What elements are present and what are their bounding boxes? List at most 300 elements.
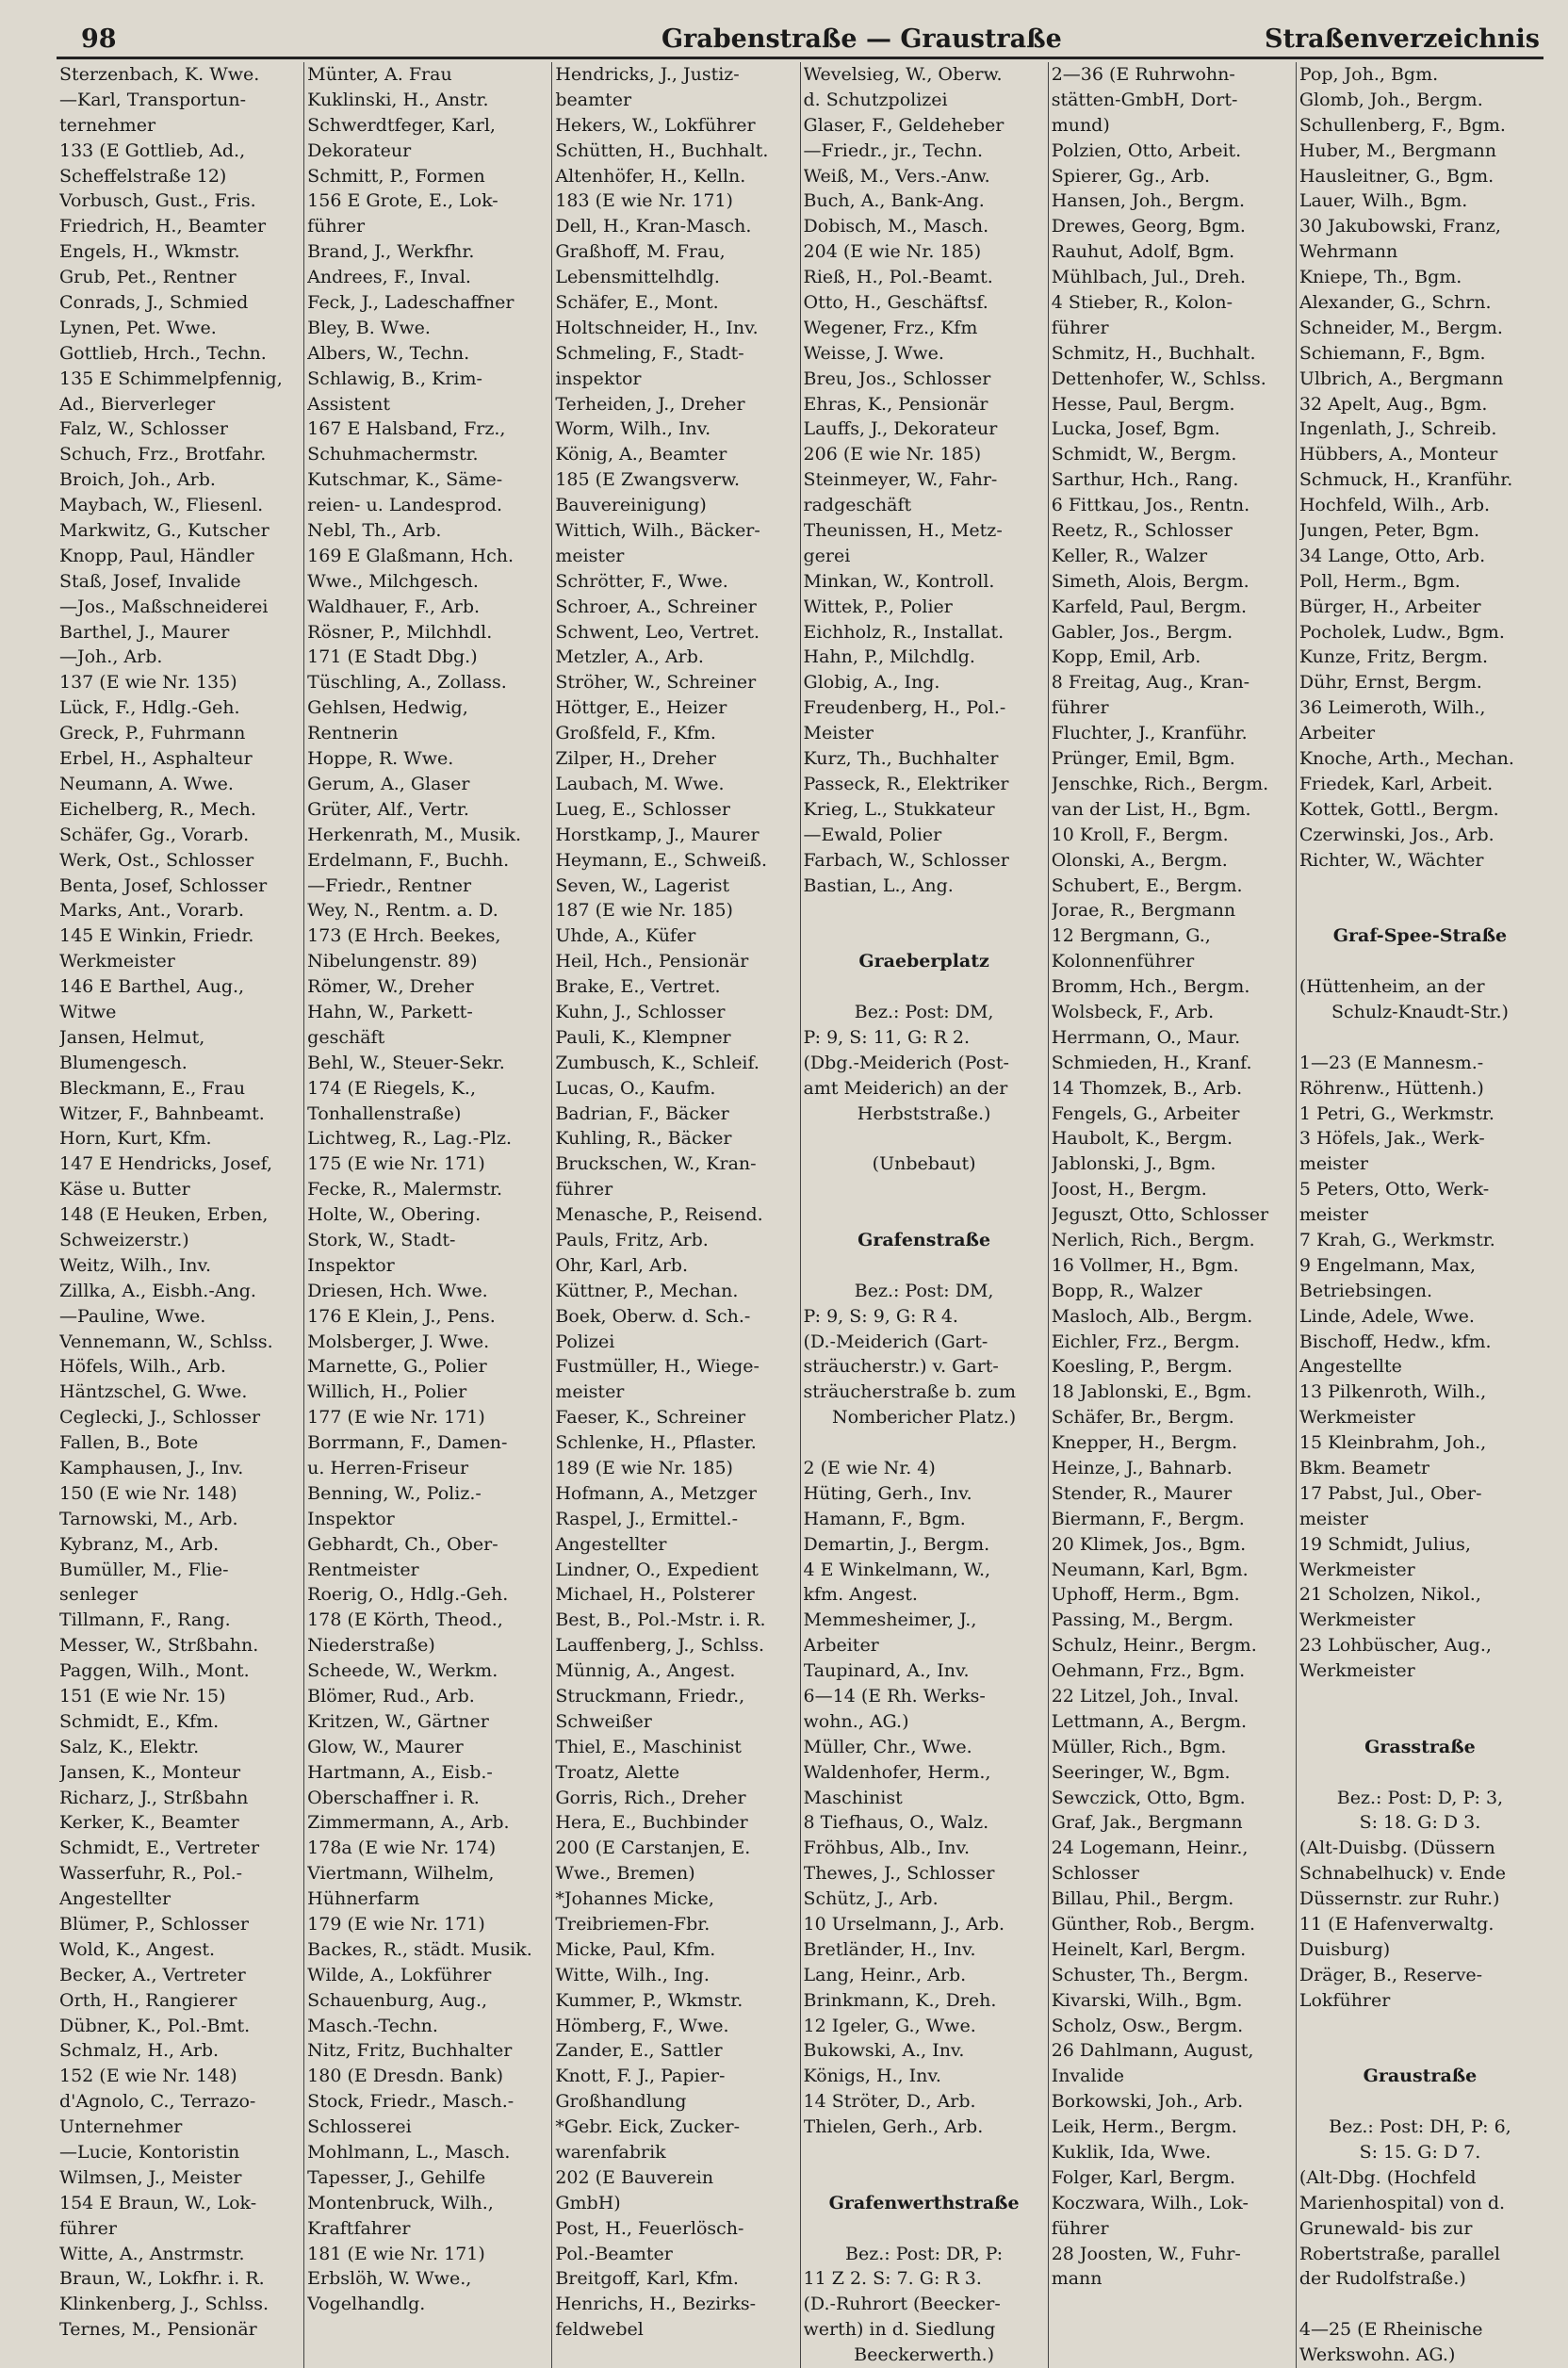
directory-entry: Lynen, Pet. Wwe. bbox=[59, 317, 217, 338]
directory-entry: Stock, Friedr., Masch.- bbox=[307, 2091, 514, 2113]
directory-entry: 181 (E wie Nr. 171) bbox=[307, 2243, 485, 2264]
directory-entry: Sterzenbach, K. Wwe. bbox=[59, 64, 260, 85]
directory-entry: Schmeling, F., Stadt- bbox=[555, 342, 744, 364]
directory-entry: Olonski, A., Bergm. bbox=[1051, 849, 1228, 871]
directory-entry: führer bbox=[1051, 317, 1109, 338]
directory-entry: meister bbox=[555, 545, 625, 566]
directory-entry: Bkm. Beametr bbox=[1298, 1457, 1429, 1478]
directory-entry: Ohr, Karl, Arb. bbox=[555, 1254, 688, 1276]
directory-entry: Schroer, A., Schreiner bbox=[555, 596, 757, 617]
directory-entry: Schäfer, E., Mont. bbox=[555, 292, 719, 314]
directory-entry: 11 Z 2. S: 7. G: R 3. bbox=[803, 2268, 982, 2290]
directory-entry: Mühlbach, Jul., Dreh. bbox=[1051, 267, 1247, 288]
directory-entry: Römer, W., Dreher bbox=[307, 976, 474, 998]
directory-entry: Schütz, J., Arb. bbox=[803, 1888, 939, 1910]
directory-entry: Wolsbeck, F., Arb. bbox=[1051, 1001, 1215, 1022]
directory-entry: Thewes, J., Schlosser bbox=[803, 1863, 995, 1885]
directory-entry: führer bbox=[1051, 2217, 1109, 2239]
directory-entry: Schwent, Leo, Vertret. bbox=[555, 621, 760, 643]
directory-entry: Schulz-Knaudt-Str.) bbox=[1331, 1001, 1509, 1022]
directory-entry: 178a (E wie Nr. 174) bbox=[307, 1837, 497, 1859]
directory-entry: 36 Leimeroth, Wilh., bbox=[1298, 697, 1486, 719]
directory-entry: meister bbox=[1298, 1508, 1368, 1529]
directory-entry: 1 Petri, G., Werkmstr. bbox=[1298, 1102, 1494, 1124]
directory-entry: Schauenburg, Aug., bbox=[307, 1989, 488, 2011]
directory-entry: senleger bbox=[59, 1584, 139, 1606]
directory-entry: Schrötter, F., Wwe. bbox=[555, 570, 728, 592]
directory-entry: 24 Logemann, Heinr., bbox=[1051, 1837, 1249, 1859]
directory-entry: 14 Thomzek, B., Arb. bbox=[1051, 1077, 1243, 1099]
directory-entry: Huber, M., Bergmann bbox=[1298, 139, 1496, 161]
directory-entry: Pol.-Beamter bbox=[555, 2243, 673, 2264]
directory-entry: Weisse, J. Wwe. bbox=[803, 342, 944, 364]
directory-entry: 145 E Winkin, Friedr. bbox=[59, 925, 254, 947]
directory-entry: Wilde, A., Lokführer bbox=[307, 1964, 492, 1985]
spacer bbox=[1299, 1684, 1541, 1709]
directory-entry: Montenbruck, Wilh., bbox=[307, 2192, 494, 2213]
directory-entry: 189 (E wie Nr. 185) bbox=[555, 1457, 733, 1478]
directory-entry: Kolonnenführer bbox=[1051, 951, 1195, 972]
directory-entry: Kunze, Fritz, Bergm. bbox=[1298, 646, 1489, 668]
directory-entry: wohn., AG.) bbox=[803, 1710, 909, 1732]
directory-entry: Fallen, B., Bote bbox=[59, 1432, 199, 1454]
directory-entry: Hoppe, R. Wwe. bbox=[307, 748, 454, 770]
directory-entry: —Ewald, Polier bbox=[803, 824, 942, 845]
directory-entry: Driesen, Hch. Wwe. bbox=[307, 1280, 488, 1301]
directory-entry: Globig, A., Ing. bbox=[803, 672, 940, 694]
directory-entry: Inspektor bbox=[307, 1508, 395, 1529]
directory-entry: Tüschling, A., Zollass. bbox=[307, 672, 507, 694]
directory-entry: Grüter, Alf., Vertr. bbox=[307, 798, 469, 820]
directory-entry: Knopp, Paul, Händler bbox=[59, 545, 254, 566]
directory-entry: Düssernstr. zur Ruhr.) bbox=[1298, 1888, 1500, 1910]
directory-entry: Seven, W., Lagerist bbox=[555, 874, 730, 896]
directory-entry: Küttner, P., Mechan. bbox=[555, 1280, 739, 1301]
directory-entry: P: 9, S: 11, G: R 2. bbox=[803, 1026, 971, 1048]
directory-entry: Dekorateur bbox=[307, 139, 412, 161]
directory-entry: Hömberg, F., Wwe. bbox=[555, 2015, 729, 2036]
header-rule bbox=[57, 57, 1544, 59]
directory-entry: Jenschke, Rich., Bergm. bbox=[1051, 773, 1269, 794]
directory-entry: Duisburg) bbox=[1298, 1938, 1391, 1960]
directory-entry: 22 Litzel, Joh., Inval. bbox=[1051, 1686, 1239, 1707]
directory-entry: Seeringer, W., Bgm. bbox=[1051, 1761, 1231, 1783]
directory-entry: Röhrenw., Hüttenh.) bbox=[1298, 1077, 1484, 1099]
directory-entry: Scheffelstraße 12) bbox=[59, 165, 227, 187]
directory-entry: 174 (E Riegels, K., bbox=[307, 1077, 477, 1099]
directory-entry: Markwitz, G., Kutscher bbox=[59, 520, 270, 542]
directory-entry: Vogelhandlg. bbox=[307, 2294, 426, 2315]
directory-columns bbox=[57, 62, 1544, 2368]
directory-entry: —Karl, Transportun- bbox=[59, 89, 247, 110]
page-number: 98 bbox=[81, 24, 117, 54]
directory-entry: Paggen, Wilh., Mont. bbox=[59, 1660, 250, 1682]
directory-entry: 28 Joosten, W., Fuhr- bbox=[1051, 2243, 1241, 2264]
directory-entry: Gabler, Jos., Bergm. bbox=[1051, 621, 1233, 643]
directory-entry: Bleckmann, E., Frau bbox=[59, 1077, 246, 1099]
page-title: Grabenstraße — Graustraße bbox=[662, 24, 1062, 54]
directory-entry: 148 (E Heuken, Erben, bbox=[59, 1204, 269, 1226]
directory-entry: Kottek, Gottl., Bergm. bbox=[1298, 798, 1499, 820]
directory-entry: 14 Ströter, D., Arb. bbox=[803, 2091, 976, 2113]
directory-entry: Schütten, H., Buchhalt. bbox=[555, 139, 769, 161]
directory-entry: Rentnerin bbox=[307, 723, 399, 744]
directory-entry: 17 Pabst, Jul., Ober- bbox=[1298, 1482, 1482, 1504]
directory-entry: Witte, Wilh., Ing. bbox=[555, 1964, 710, 1985]
directory-entry: Terheiden, J., Dreher bbox=[555, 393, 745, 415]
spacer bbox=[804, 923, 1045, 949]
directory-entry: Nombericher Platz.) bbox=[832, 1407, 1017, 1429]
directory-entry: Lueg, E., Schlosser bbox=[555, 798, 730, 820]
directory-entry: Memmesheimer, J., bbox=[803, 1609, 977, 1631]
directory-entry: meister bbox=[1298, 1153, 1368, 1175]
directory-entry: Häntzschel, G. Wwe. bbox=[59, 1381, 248, 1403]
directory-entry: Billau, Phil., Bergm. bbox=[1051, 1888, 1234, 1910]
directory-entry: Herrmann, O., Maur. bbox=[1051, 1026, 1241, 1048]
directory-entry: Worm, Wilh., Inv. bbox=[555, 418, 711, 440]
directory-entry: 173 (E Hrch. Beekes, bbox=[307, 925, 501, 947]
directory-entry: Broich, Joh., Arb. bbox=[59, 469, 216, 491]
directory-entry: 4—25 (E Rheinische bbox=[1298, 2319, 1483, 2341]
spacer bbox=[804, 974, 1045, 1000]
directory-entry: Lang, Heinr., Arb. bbox=[803, 1964, 967, 1985]
directory-entry: Werkmeister bbox=[1298, 1559, 1415, 1580]
directory-entry: Bez.: Post: DM, bbox=[854, 1001, 994, 1022]
directory-entry: Kuklinski, H., Anstr. bbox=[307, 89, 489, 110]
spacer bbox=[1299, 874, 1541, 899]
directory-entry: Wwe., Milchgesch. bbox=[307, 570, 479, 592]
directory-entry: Raspel, J., Ermittel.- bbox=[555, 1508, 739, 1529]
directory-entry: Demartin, J., Bergm. bbox=[803, 1533, 990, 1555]
directory-entry: 15 Kleinbrahm, Joh., bbox=[1298, 1432, 1487, 1454]
directory-entry: Marks, Ant., Vorarb. bbox=[59, 900, 245, 922]
directory-entry: Niederstraße) bbox=[307, 1635, 435, 1657]
directory-entry: Müller, Chr., Wwe. bbox=[803, 1736, 972, 1757]
directory-entry: Münter, A. Frau bbox=[307, 64, 452, 85]
directory-entry: Werkswohn. AG.) bbox=[1298, 2344, 1456, 2366]
directory-entry: Engels, H., Wkmstr. bbox=[59, 241, 240, 263]
directory-entry: Knott, F. J., Papier- bbox=[555, 2066, 726, 2087]
directory-entry: 26 Dahlmann, August, bbox=[1051, 2040, 1254, 2062]
directory-entry: 13 Pilkenroth, Wilh., bbox=[1298, 1381, 1487, 1403]
directory-entry: Graßhoff, M. Frau, bbox=[555, 241, 726, 263]
directory-entry: Drewes, Georg, Bgm. bbox=[1051, 216, 1246, 237]
directory-entry: Pop, Joh., Bgm. bbox=[1298, 64, 1439, 85]
directory-entry: 156 E Grote, E., Lok- bbox=[307, 190, 498, 212]
directory-entry: Schäfer, Br., Bergm. bbox=[1051, 1407, 1234, 1429]
directory-entry: 146 E Barthel, Aug., bbox=[59, 976, 245, 998]
directory-entry: beamter bbox=[555, 89, 632, 110]
directory-entry: 185 (E Zwangsverw. bbox=[555, 469, 741, 491]
directory-entry: Sewczick, Otto, Bgm. bbox=[1051, 1787, 1246, 1808]
directory-entry: Dräger, B., Reserve- bbox=[1298, 1964, 1483, 1985]
directory-entry: GmbH) bbox=[555, 2192, 621, 2213]
directory-entry: Minkan, W., Kontroll. bbox=[803, 570, 995, 592]
directory-entry: Lück, F., Hdlg.-Geh. bbox=[59, 697, 240, 719]
directory-entry: S: 18. G: D 3. bbox=[1359, 1812, 1481, 1834]
directory-entry: Barthel, J., Maurer bbox=[59, 621, 230, 643]
directory-entry: Staß, Josef, Invalide bbox=[59, 570, 241, 592]
directory-entry: Knoche, Arth., Mechan. bbox=[1298, 748, 1514, 770]
directory-entry: Kuhn, J., Schlosser bbox=[555, 1001, 726, 1022]
directory-entry: Blümer, P., Schlosser bbox=[59, 1914, 249, 1935]
directory-entry: Biermann, F., Bergm. bbox=[1051, 1508, 1245, 1529]
directory-entry: mann bbox=[1051, 2268, 1102, 2290]
directory-entry: Metzler, A., Arb. bbox=[555, 646, 704, 668]
directory-entry: 34 Lange, Otto, Arb. bbox=[1298, 545, 1486, 566]
directory-entry: Fustmüller, H., Wiege- bbox=[555, 1356, 760, 1378]
directory-entry: Ingenlath, J., Schreib. bbox=[1298, 418, 1497, 440]
directory-entry: Witwe bbox=[59, 1001, 117, 1022]
directory-entry: Großhandlung bbox=[555, 2091, 687, 2113]
directory-entry: Dettenhofer, W., Schlss. bbox=[1051, 367, 1266, 389]
directory-entry: Herkenrath, M., Musik. bbox=[307, 824, 522, 845]
directory-entry: Ternes, M., Pensionär bbox=[59, 2319, 257, 2341]
directory-entry: Neumann, A. Wwe. bbox=[59, 773, 234, 794]
directory-entry: 5 Peters, Otto, Werk- bbox=[1298, 1179, 1490, 1200]
directory-entry: Witte, A., Anstrmstr. bbox=[59, 2243, 245, 2264]
directory-entry: Karfeld, Paul, Bergm. bbox=[1051, 596, 1248, 617]
directory-entry: meister bbox=[1298, 1204, 1368, 1226]
directory-entry: Linde, Adele, Wwe. bbox=[1298, 1305, 1475, 1327]
directory-entry: Glow, W., Maurer bbox=[307, 1736, 464, 1757]
directory-entry: Betriebsingen. bbox=[1298, 1280, 1433, 1301]
directory-entry: Günther, Rob., Bergm. bbox=[1051, 1914, 1256, 1935]
spacer bbox=[804, 2165, 1045, 2191]
directory-entry: Reetz, R., Schlosser bbox=[1051, 520, 1233, 542]
directory-entry: Kutschmar, K., Säme- bbox=[307, 469, 503, 491]
column-2 bbox=[303, 62, 551, 2368]
directory-entry: Schlawig, B., Krim- bbox=[307, 367, 482, 389]
directory-entry: Wasserfuhr, R., Pol.- bbox=[59, 1863, 243, 1885]
directory-entry: Erbslöh, W. Wwe., bbox=[307, 2268, 472, 2290]
directory-entry: Treibriemen-Fbr. bbox=[555, 1914, 710, 1935]
street-heading: Graeberplatz bbox=[858, 951, 989, 972]
directory-entry: Krieg, L., Stukkateur bbox=[803, 798, 995, 820]
directory-entry: Czerwinski, Jos., Arb. bbox=[1298, 824, 1494, 845]
street-heading: Grafenstraße bbox=[858, 1229, 991, 1250]
directory-entry: Dühr, Ernst, Bergm. bbox=[1298, 672, 1482, 694]
directory-entry: Hera, E., Buchbinder bbox=[555, 1812, 748, 1834]
directory-entry: werth) in d. Siedlung bbox=[803, 2319, 996, 2341]
directory-entry: führer bbox=[555, 1179, 613, 1200]
spacer bbox=[804, 1177, 1045, 1202]
directory-entry: Witzer, F., Bahnbeamt. bbox=[59, 1102, 265, 1124]
directory-entry: Post, H., Feuerlösch- bbox=[555, 2217, 744, 2239]
directory-entry: Borkowski, Joh., Arb. bbox=[1051, 2091, 1244, 2113]
directory-entry: 183 (E wie Nr. 171) bbox=[555, 190, 733, 212]
directory-entry: Sarthur, Hch., Rang. bbox=[1051, 469, 1239, 491]
directory-entry: Fluchter, J., Kranführ. bbox=[1051, 723, 1248, 744]
directory-entry: 206 (E wie Nr. 185) bbox=[803, 444, 982, 465]
column-4 bbox=[800, 62, 1048, 2368]
directory-entry: Benta, Josef, Schlosser bbox=[59, 874, 268, 896]
directory-entry: führer bbox=[307, 216, 366, 237]
directory-entry: Schlosserei bbox=[307, 2116, 412, 2138]
directory-entry: Gebhardt, Ch., Ober- bbox=[307, 1533, 498, 1555]
directory-entry: Heil, Hch., Pensionär bbox=[555, 951, 749, 972]
directory-entry: Zander, E., Sattler bbox=[555, 2040, 723, 2062]
directory-entry: Steinmeyer, W., Fahr- bbox=[803, 469, 998, 491]
directory-entry: Breu, Jos., Schlosser bbox=[803, 367, 991, 389]
directory-entry: (Hüttenheim, an der bbox=[1298, 976, 1485, 998]
directory-entry: 23 Lohbüscher, Aug., bbox=[1298, 1635, 1492, 1657]
directory-entry: Schullenberg, F., Bgm. bbox=[1298, 114, 1506, 136]
spacer bbox=[1299, 898, 1541, 923]
directory-entry: Hühnerfarm bbox=[307, 1888, 420, 1910]
directory-entry: Troatz, Alette bbox=[555, 1761, 680, 1783]
directory-entry: Ehras, K., Pensionär bbox=[803, 393, 988, 415]
directory-entry: Fröhbus, Alb., Inv. bbox=[803, 1837, 971, 1859]
directory-entry: Schulz, Heinr., Bergm. bbox=[1051, 1635, 1257, 1657]
directory-entry: Passeck, R., Elektriker bbox=[803, 773, 1009, 794]
directory-entry: Mohlmann, L., Masch. bbox=[307, 2142, 511, 2164]
directory-entry: Menasche, P., Reisend. bbox=[555, 1204, 763, 1226]
directory-entry: Schuster, Th., Bergm. bbox=[1051, 1964, 1250, 1985]
directory-entry: Kuhling, R., Bäcker bbox=[555, 1128, 732, 1150]
spacer bbox=[1299, 2292, 1541, 2317]
directory-entry: Dell, H., Kran-Masch. bbox=[555, 216, 752, 237]
directory-entry: d'Agnolo, C., Terrazo- bbox=[59, 2091, 256, 2113]
directory-entry: Hamann, F., Bgm. bbox=[803, 1508, 966, 1529]
directory-entry: 152 (E wie Nr. 148) bbox=[59, 2066, 237, 2087]
directory-entry: Bretländer, H., Inv. bbox=[803, 1938, 976, 1960]
directory-entry: Wevelsieg, W., Oberw. bbox=[803, 64, 1003, 85]
directory-entry: feldwebel bbox=[555, 2319, 644, 2341]
directory-entry: Folger, Karl, Bergm. bbox=[1051, 2166, 1236, 2188]
directory-entry: Polizei bbox=[555, 1331, 615, 1352]
directory-entry: Dübner, K., Pol.-Bmt. bbox=[59, 2015, 251, 2036]
directory-entry: Schmieden, H., Kranf. bbox=[1051, 1052, 1252, 1073]
directory-entry: Polzien, Otto, Arbeit. bbox=[1051, 139, 1242, 161]
directory-entry: amt Meiderich) an der bbox=[803, 1077, 1008, 1099]
directory-entry: Bopp, R., Walzer bbox=[1051, 1280, 1202, 1301]
directory-entry: Ceglecki, J., Schlosser bbox=[59, 1407, 261, 1429]
directory-entry: Arbeiter bbox=[1298, 723, 1376, 744]
directory-entry: Fengels, G., Arbeiter bbox=[1051, 1102, 1240, 1124]
directory-entry: Hausleitner, G., Bgm. bbox=[1298, 165, 1494, 187]
directory-entry: 147 E Hendricks, Josef, bbox=[59, 1153, 273, 1175]
directory-entry: Hübbers, A., Monteur bbox=[1298, 444, 1498, 465]
directory-entry: Henrichs, H., Bezirks- bbox=[555, 2294, 757, 2315]
directory-entry: 178 (E Körth, Theod., bbox=[307, 1609, 503, 1631]
directory-entry: Werkmeister bbox=[1298, 1609, 1415, 1631]
directory-entry: 175 (E wie Nr. 171) bbox=[307, 1153, 485, 1175]
directory-entry: Brand, J., Werkfhr. bbox=[307, 241, 475, 263]
directory-entry: 187 (E wie Nr. 185) bbox=[555, 900, 733, 922]
directory-entry: Blömer, Rud., Arb. bbox=[307, 1686, 475, 1707]
directory-entry: Tarnowski, M., Arb. bbox=[59, 1508, 238, 1529]
directory-entry: Keller, R., Walzer bbox=[1051, 545, 1208, 566]
directory-entry: führer bbox=[59, 2217, 117, 2239]
directory-entry: Pauli, K., Klempner bbox=[555, 1026, 731, 1048]
directory-entry: Königs, H., Inv. bbox=[803, 2066, 941, 2087]
directory-entry: Hesse, Paul, Bergm. bbox=[1051, 393, 1235, 415]
directory-entry: Eichelberg, R., Mech. bbox=[59, 798, 256, 820]
directory-entry: Blumengesch. bbox=[59, 1052, 188, 1073]
directory-entry: Glaser, F., Geldeheber bbox=[803, 114, 1004, 136]
directory-entry: Schmidt, W., Bergm. bbox=[1051, 444, 1237, 465]
directory-entry: Tonhallenstraße) bbox=[307, 1102, 462, 1124]
directory-entry: Faeser, K., Schreiner bbox=[555, 1407, 746, 1429]
directory-entry: 8 Freitag, Aug., Kran- bbox=[1051, 672, 1250, 694]
directory-entry: —Jos., Maßschneiderei bbox=[59, 596, 269, 617]
directory-entry: Zumbusch, K., Schleif. bbox=[555, 1052, 760, 1073]
spacer bbox=[1299, 2014, 1541, 2039]
directory-entry: Kraftfahrer bbox=[307, 2217, 411, 2239]
directory-entry: Fecke, R., Malermstr. bbox=[307, 1179, 503, 1200]
directory-entry: Höttger, E., Heizer bbox=[555, 697, 727, 719]
directory-entry: Hekers, W., Lokführer bbox=[555, 114, 756, 136]
directory-entry: d. Schutzpolizei bbox=[803, 89, 948, 110]
directory-entry: Lauffenberg, J., Schlss. bbox=[555, 1635, 765, 1657]
directory-entry: 21 Scholzen, Nikol., bbox=[1298, 1584, 1481, 1606]
directory-entry: Zilper, H., Dreher bbox=[555, 748, 716, 770]
directory-entry: Benning, W., Poliz.- bbox=[307, 1482, 482, 1504]
spacer bbox=[1299, 949, 1541, 974]
directory-entry: Bez.: Post: DM, bbox=[854, 1280, 994, 1301]
street-heading: Grafenwerthstraße bbox=[828, 2192, 1020, 2213]
directory-entry: Schlenke, H., Pflaster. bbox=[555, 1432, 757, 1454]
directory-entry: Friedek, Karl, Arbeit. bbox=[1298, 773, 1494, 794]
directory-entry: Kerker, K., Beamter bbox=[59, 1812, 239, 1834]
directory-entry: Bischoff, Hedw., kfm. bbox=[1298, 1331, 1492, 1352]
directory-entry: 4 Stieber, R., Kolon- bbox=[1051, 292, 1233, 314]
directory-entry: Lindner, O., Expedient bbox=[555, 1559, 759, 1580]
directory-entry: Jeguszt, Otto, Schlosser bbox=[1051, 1204, 1269, 1226]
directory-entry: 12 Igeler, G., Wwe. bbox=[803, 2015, 976, 2036]
directory-entry: Werk, Ost., Schlosser bbox=[59, 849, 254, 871]
directory-entry: 3 Höfels, Jak., Werk- bbox=[1298, 1128, 1485, 1150]
directory-entry: 20 Klimek, Jos., Bgm. bbox=[1051, 1533, 1247, 1555]
directory-entry: Thielen, Gerh., Arb. bbox=[803, 2116, 984, 2138]
directory-entry: Bromm, Hch., Bergm. bbox=[1051, 976, 1250, 998]
directory-entry: Tillmann, F., Rang. bbox=[59, 1609, 231, 1631]
directory-entry: Eichholz, R., Installat. bbox=[803, 621, 1004, 643]
directory-entry: 154 E Braun, W., Lok- bbox=[59, 2192, 257, 2213]
directory-entry: Otto, H., Geschäftsf. bbox=[803, 292, 988, 314]
directory-entry: 18 Jablonski, E., Bgm. bbox=[1051, 1381, 1252, 1403]
directory-entry: Alexander, G., Schrn. bbox=[1298, 292, 1492, 314]
directory-entry: u. Herren-Friseur bbox=[307, 1457, 469, 1478]
spacer bbox=[804, 1126, 1045, 1151]
directory-entry: 133 (E Gottlieb, Ad., bbox=[59, 139, 246, 161]
directory-entry: Lokführer bbox=[1298, 1989, 1391, 2011]
directory-entry: Hofmann, A., Metzger bbox=[555, 1482, 757, 1504]
directory-entry: Boek, Oberw. d. Sch.- bbox=[555, 1305, 751, 1327]
directory-entry: Erdelmann, F., Buchh. bbox=[307, 849, 510, 871]
directory-entry: Koczwara, Wilh., Lok- bbox=[1051, 2192, 1249, 2213]
directory-entry: Ulbrich, A., Bergmann bbox=[1298, 367, 1504, 389]
directory-entry: Poll, Herm., Bgm. bbox=[1298, 570, 1461, 592]
directory-entry: Schmitz, H., Buchhalt. bbox=[1051, 342, 1256, 364]
directory-entry: Holtschneider, H., Inv. bbox=[555, 317, 759, 338]
directory-entry: Lebensmittelhdlg. bbox=[555, 267, 720, 288]
directory-entry: Farbach, W., Schlosser bbox=[803, 849, 1009, 871]
directory-entry: Schmuck, H., Kranführ. bbox=[1298, 469, 1513, 491]
directory-entry: Wittek, P., Polier bbox=[803, 596, 953, 617]
directory-entry: Kritzen, W., Gärtner bbox=[307, 1710, 489, 1732]
directory-entry: Waldenhofer, Herm., bbox=[803, 1761, 991, 1783]
directory-entry: Laubach, M. Wwe. bbox=[555, 773, 725, 794]
directory-entry: Robertstraße, parallel bbox=[1298, 2243, 1500, 2264]
directory-entry: Tapesser, J., Gehilfe bbox=[307, 2166, 486, 2188]
directory-entry: Richarz, J., Strßbahn bbox=[59, 1787, 249, 1808]
directory-entry: Wehrmann bbox=[1298, 241, 1398, 263]
directory-entry: 4 E Winkelmann, W., bbox=[803, 1559, 991, 1580]
directory-entry: Spierer, Gg., Arb. bbox=[1051, 165, 1211, 187]
directory-entry: Badrian, F., Bäcker bbox=[555, 1102, 729, 1124]
